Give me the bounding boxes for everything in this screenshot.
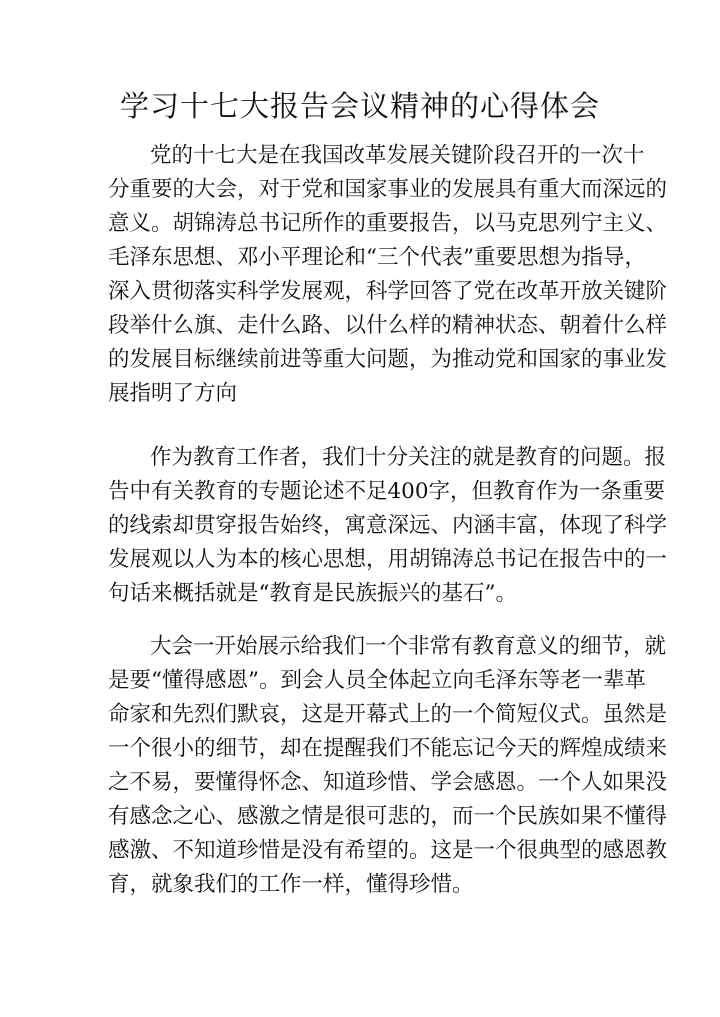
paragraph-1-line-1: 党的十七大是在我国改革发展关键阶段召开的一次十	[150, 143, 645, 168]
paragraph-3-line-7: 感激、不知道珍惜是没有希望的。这是一个很典型的感恩教	[108, 838, 668, 863]
paragraph-2-line-2: 告中有关教育的专题论述不足400字，但教育作为一条重要	[108, 479, 666, 504]
paragraph-1-line-2: 分重要的大会，对于党和国家事业的发展具有重大而深远的	[108, 177, 668, 202]
paragraph-1-line-7: 的发展目标继续前进等重大问题，为推动党和国家的事业发	[108, 347, 668, 372]
paragraph-3-line-1: 大会一开始展示给我们一个非常有教育意义的细节，就	[150, 634, 667, 659]
paragraph-1-line-3: 意义。胡锦涛总书记所作的重要报告，以马克思列宁主义、	[108, 211, 668, 236]
paragraph-3-line-2: 是要“懂得感恩”。到会人员全体起立向毛泽东等老一辈革	[108, 668, 646, 693]
paragraph-3-line-3: 命家和先烈们默哀，这是开幕式上的一个简短仪式。虽然是	[108, 702, 668, 727]
paragraph-1-line-4: 毛泽东思想、邓小平理论和“三个代表”重要思想为指导，	[108, 245, 646, 270]
document-title: 学习十七大报告会议精神的心得体会	[119, 89, 600, 123]
paragraph-2-line-4: 发展观以人为本的核心思想，用胡锦涛总书记在报告中的一	[108, 547, 668, 572]
paragraph-1-line-8: 展指明了方向	[108, 381, 238, 406]
paragraph-2-line-5: 句话来概括就是“教育是民族振兴的基石”。	[108, 581, 517, 606]
paragraph-3-line-8: 育，就象我们的工作一样，懂得珍惜。	[108, 872, 474, 897]
paragraph-1-line-6: 段举什么旗、走什么路、以什么样的精神状态、朝着什么样	[108, 313, 668, 338]
paragraph-3-line-4: 一个很小的细节，却在提醒我们不能忘记今天的辉煌成绩来	[108, 736, 668, 761]
paragraph-2-line-3: 的线索却贯穿报告始终，寓意深远、内涵丰富，体现了科学	[108, 513, 668, 538]
paragraph-1-line-5: 深入贯彻落实科学发展观，科学回答了党在改革开放关键阶	[108, 279, 668, 304]
paragraph-3-line-6: 有感念之心、感激之情是很可悲的，而一个民族如果不懂得	[108, 804, 668, 829]
paragraph-3-line-5: 之不易，要懂得怀念、知道珍惜、学会感恩。一个人如果没	[108, 770, 668, 795]
paragraph-2-line-1: 作为教育工作者，我们十分关注的就是教育的问题。报	[150, 445, 667, 470]
